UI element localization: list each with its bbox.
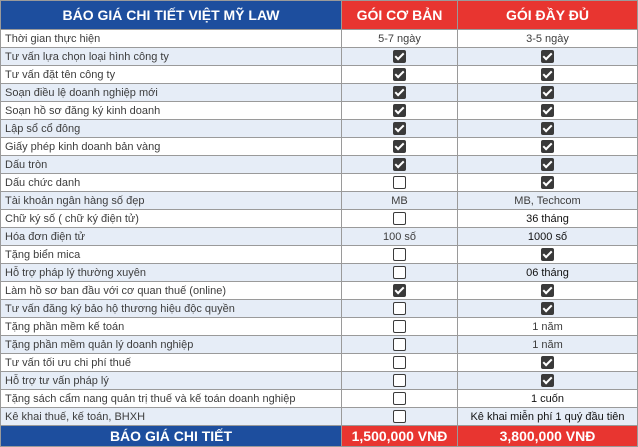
- checked-box-icon: [393, 50, 406, 63]
- feature-name: Dấu chức danh: [1, 174, 342, 192]
- feature-name: Lập sổ cổ đông: [1, 120, 342, 138]
- checked-box-icon: [393, 86, 406, 99]
- checked-box-icon: [541, 122, 554, 135]
- checked-box-icon: [393, 104, 406, 117]
- feature-name: Tặng sách cẩm nang quản trị thuế và kế toán doanh nghiệp: [1, 390, 342, 408]
- feature-name: Tư vấn lựa chọn loại hình công ty: [1, 48, 342, 66]
- table-row: [1, 264, 638, 282]
- table-row: [1, 156, 638, 174]
- footer-row: [1, 426, 638, 447]
- checked-box-icon: [541, 374, 554, 387]
- full-check-cell: [458, 66, 638, 84]
- full-value: 1 năm: [458, 318, 638, 336]
- full-check-cell: [458, 372, 638, 390]
- basic-value: 5-7 ngày: [342, 30, 458, 48]
- full-value: 36 tháng: [458, 210, 638, 228]
- checked-box-icon: [541, 86, 554, 99]
- basic-check-cell: [342, 120, 458, 138]
- checked-box-icon: [541, 50, 554, 63]
- table-row: [1, 66, 638, 84]
- feature-name: Tư vấn đăng ký bảo hộ thương hiệu độc quyền: [1, 300, 342, 318]
- unchecked-box-icon: [393, 338, 406, 351]
- table-row: [1, 30, 638, 48]
- feature-name: Hóa đơn điện tử: [1, 228, 342, 246]
- basic-check-cell: [342, 282, 458, 300]
- basic-check-cell: [342, 66, 458, 84]
- feature-name: Soạn hồ sơ đăng ký kinh doanh: [1, 102, 342, 120]
- basic-check-cell: [342, 372, 458, 390]
- full-check-cell: [458, 246, 638, 264]
- full-price: 3,800,000 VNĐ: [458, 426, 638, 447]
- full-value: 3-5 ngày: [458, 30, 638, 48]
- feature-name: Soạn điều lệ doanh nghiệp mới: [1, 84, 342, 102]
- basic-value: 100 số: [342, 228, 458, 246]
- basic-check-cell: [342, 138, 458, 156]
- feature-name: Hỗ trợ pháp lý thường xuyên: [1, 264, 342, 282]
- checked-box-icon: [393, 122, 406, 135]
- table-row: [1, 300, 638, 318]
- basic-check-cell: [342, 318, 458, 336]
- table-row: [1, 210, 638, 228]
- full-check-cell: [458, 102, 638, 120]
- basic-check-cell: [342, 84, 458, 102]
- table-row: [1, 282, 638, 300]
- table-row: [1, 336, 638, 354]
- feature-name: Giấy phép kinh doanh bản vàng: [1, 138, 342, 156]
- feature-name: Tài khoản ngân hàng số đẹp: [1, 192, 342, 210]
- basic-package-header: GÓI CƠ BẢN: [342, 1, 458, 30]
- basic-check-cell: [342, 336, 458, 354]
- basic-check-cell: [342, 264, 458, 282]
- unchecked-box-icon: [393, 410, 406, 423]
- footer-title: BÁO GIÁ CHI TIẾT: [1, 426, 342, 447]
- full-check-cell: [458, 138, 638, 156]
- basic-check-cell: [342, 354, 458, 372]
- table-row: [1, 102, 638, 120]
- full-value: 1 cuốn: [458, 390, 638, 408]
- basic-check-cell: [342, 408, 458, 426]
- checked-box-icon: [541, 176, 554, 189]
- full-check-cell: [458, 84, 638, 102]
- basic-check-cell: [342, 390, 458, 408]
- full-value: Kê khai miễn phí 1 quý đầu tiên: [458, 408, 638, 426]
- checked-box-icon: [541, 284, 554, 297]
- checked-box-icon: [393, 68, 406, 81]
- basic-check-cell: [342, 156, 458, 174]
- checked-box-icon: [541, 248, 554, 261]
- feature-name: Kê khai thuế, kế toán, BHXH: [1, 408, 342, 426]
- full-check-cell: [458, 48, 638, 66]
- basic-check-cell: [342, 48, 458, 66]
- table-row: [1, 318, 638, 336]
- unchecked-box-icon: [393, 302, 406, 315]
- basic-check-cell: [342, 300, 458, 318]
- table-row: [1, 138, 638, 156]
- checked-box-icon: [541, 302, 554, 315]
- table-row: [1, 48, 638, 66]
- checked-box-icon: [393, 140, 406, 153]
- table-row: [1, 228, 638, 246]
- basic-check-cell: [342, 174, 458, 192]
- table-row: [1, 192, 638, 210]
- feature-name: Tặng phần mềm kế toán: [1, 318, 342, 336]
- feature-rows: [1, 30, 638, 426]
- full-check-cell: [458, 156, 638, 174]
- unchecked-box-icon: [393, 176, 406, 189]
- table-row: [1, 246, 638, 264]
- full-value: 1000 số: [458, 228, 638, 246]
- full-value: 06 tháng: [458, 264, 638, 282]
- feature-name: Thời gian thực hiện: [1, 30, 342, 48]
- checked-box-icon: [541, 104, 554, 117]
- basic-check-cell: [342, 210, 458, 228]
- unchecked-box-icon: [393, 392, 406, 405]
- table-title: BÁO GIÁ CHI TIẾT VIỆT MỸ LAW: [1, 1, 342, 30]
- basic-value: MB: [342, 192, 458, 210]
- basic-price: 1,500,000 VNĐ: [342, 426, 458, 447]
- header-row: [1, 1, 638, 30]
- basic-check-cell: [342, 246, 458, 264]
- feature-name: Tư vấn tối ưu chi phí thuế: [1, 354, 342, 372]
- table-row: [1, 372, 638, 390]
- table-row: [1, 174, 638, 192]
- unchecked-box-icon: [393, 356, 406, 369]
- table-row: [1, 390, 638, 408]
- checked-box-icon: [541, 68, 554, 81]
- basic-check-cell: [342, 102, 458, 120]
- full-check-cell: [458, 120, 638, 138]
- full-package-header: GÓI ĐẦY ĐỦ: [458, 1, 638, 30]
- feature-name: Chữ ký số ( chữ ký điện tử): [1, 210, 342, 228]
- full-check-cell: [458, 174, 638, 192]
- unchecked-box-icon: [393, 266, 406, 279]
- table-row: [1, 354, 638, 372]
- table-row: [1, 84, 638, 102]
- checked-box-icon: [541, 140, 554, 153]
- full-value: MB, Techcom: [458, 192, 638, 210]
- full-check-cell: [458, 300, 638, 318]
- feature-name: Hỗ trợ tư vấn pháp lý: [1, 372, 342, 390]
- checked-box-icon: [541, 158, 554, 171]
- unchecked-box-icon: [393, 248, 406, 261]
- feature-name: Dấu tròn: [1, 156, 342, 174]
- feature-name: Tặng phần mềm quản lý doanh nghiệp: [1, 336, 342, 354]
- feature-name: Làm hồ sơ ban đầu với cơ quan thuế (online): [1, 282, 342, 300]
- unchecked-box-icon: [393, 374, 406, 387]
- feature-name: Tư vấn đặt tên công ty: [1, 66, 342, 84]
- unchecked-box-icon: [393, 212, 406, 225]
- table-row: [1, 408, 638, 426]
- full-check-cell: [458, 282, 638, 300]
- full-value: 1 năm: [458, 336, 638, 354]
- full-check-cell: [458, 354, 638, 372]
- checked-box-icon: [393, 158, 406, 171]
- unchecked-box-icon: [393, 320, 406, 333]
- checked-box-icon: [541, 356, 554, 369]
- checked-box-icon: [393, 284, 406, 297]
- table-row: [1, 120, 638, 138]
- feature-name: Tặng biển mica: [1, 246, 342, 264]
